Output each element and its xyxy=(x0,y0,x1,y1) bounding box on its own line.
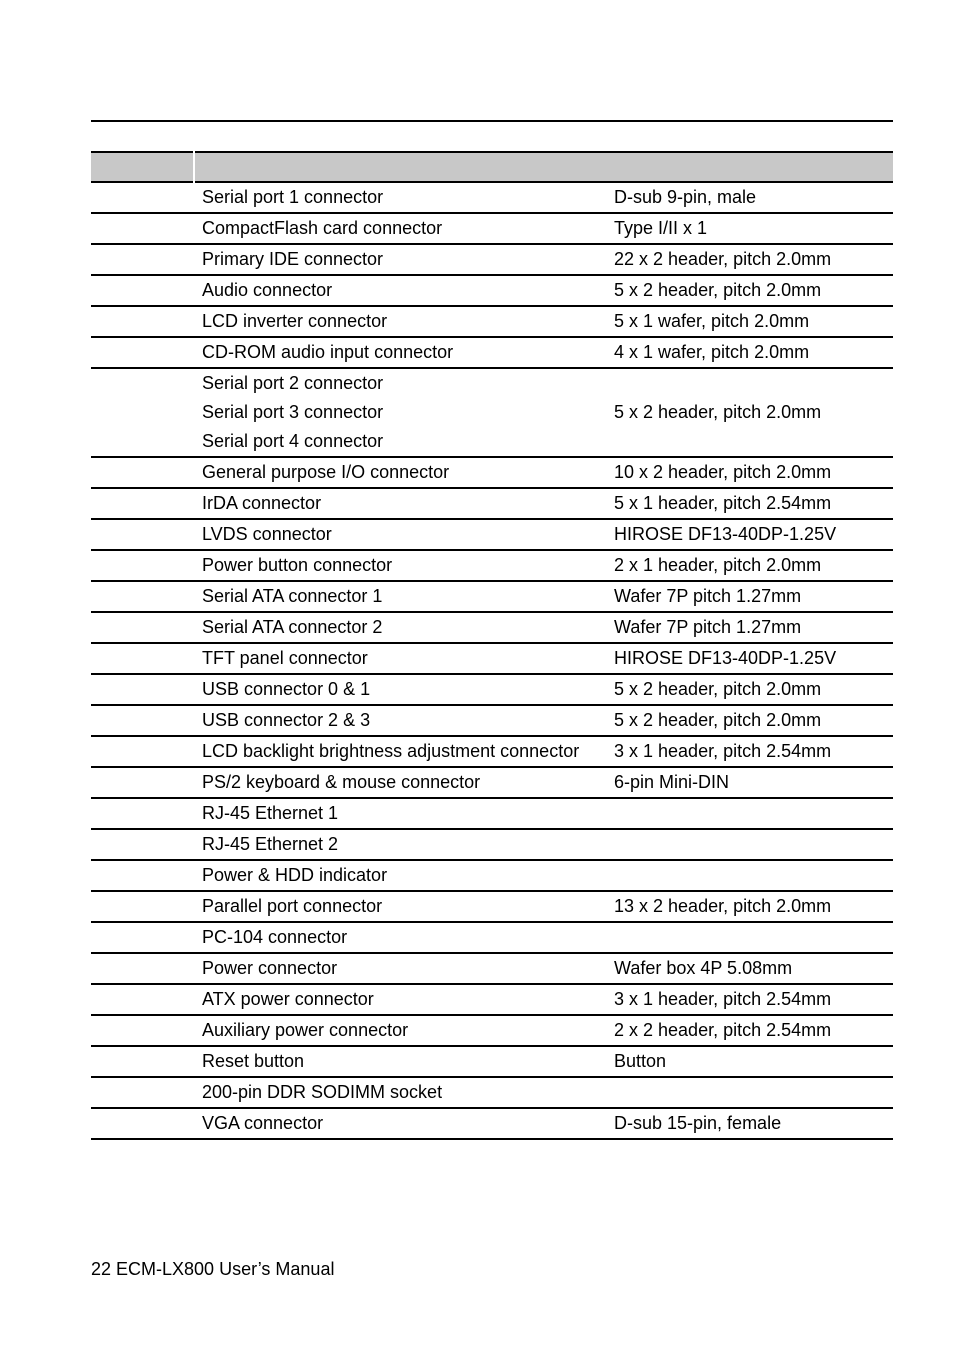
connector-label-cell xyxy=(91,705,194,736)
description-cell: LCD backlight brightness adjustment connector xyxy=(202,741,580,761)
connector-label-cell xyxy=(91,1046,194,1077)
description-cell: PS/2 keyboard & mouse connector xyxy=(202,772,481,792)
description-cell: CompactFlash card connector xyxy=(202,218,443,238)
connector-type-cell xyxy=(609,860,893,891)
connector-label-cell xyxy=(91,213,194,244)
connector-label-cell xyxy=(91,1077,194,1108)
description-cell: RJ-45 Ethernet 1 xyxy=(202,803,339,823)
description-cell: USB connector 0 & 1 xyxy=(202,679,371,699)
description-cell: 200-pin DDR SODIMM socket xyxy=(202,1082,443,1102)
connector-type-cell: HIROSE DF13-40DP-1.25V xyxy=(614,524,837,544)
connector-type-cell: HIROSE DF13-40DP-1.25V xyxy=(614,648,837,668)
connector-type-cell xyxy=(609,922,893,953)
description-cell: LCD inverter connector xyxy=(202,311,388,331)
connector-type-cell: D-sub 15-pin, female xyxy=(614,1113,782,1133)
table-row xyxy=(91,581,893,612)
table-row xyxy=(91,643,893,674)
connector-label-cell xyxy=(91,953,194,984)
table-row xyxy=(91,1015,893,1046)
connector-type-cell: 3 x 1 header, pitch 2.54mm xyxy=(614,741,832,761)
connector-type-cell: 5 x 1 header, pitch 2.54mm xyxy=(614,493,832,513)
connector-type-cell xyxy=(609,829,893,860)
connector-label-cell xyxy=(91,767,194,798)
connector-label-cell xyxy=(91,488,194,519)
table-row xyxy=(91,488,893,519)
connector-type-cell: 10 x 2 header, pitch 2.0mm xyxy=(614,462,832,482)
connector-type-cell: 5 x 2 header, pitch 2.0mm xyxy=(614,402,822,422)
connector-type-cell: 5 x 1 wafer, pitch 2.0mm xyxy=(614,311,810,331)
table-row xyxy=(91,457,893,488)
description-cell: LVDS connector xyxy=(202,524,332,544)
description-cell: TFT panel connector xyxy=(202,648,368,668)
description-cell: Reset button xyxy=(202,1051,305,1071)
table-row xyxy=(91,182,893,213)
table-row xyxy=(91,213,893,244)
connector-label-cell xyxy=(91,891,194,922)
connector-label-cell xyxy=(91,1015,194,1046)
description-line: Serial port 3 connector xyxy=(202,402,384,422)
connector-label-cell xyxy=(91,829,194,860)
connector-label-cell xyxy=(91,922,194,953)
table-row xyxy=(91,1046,893,1077)
connector-label-cell xyxy=(91,368,194,457)
table-row xyxy=(91,705,893,736)
top-rule xyxy=(91,120,893,122)
table-row xyxy=(91,798,893,829)
table-header xyxy=(91,152,893,182)
connector-label-cell xyxy=(91,244,194,275)
connector-type-cell: 5 x 2 header, pitch 2.0mm xyxy=(614,710,822,730)
description-cell: Power connector xyxy=(202,958,338,978)
connector-type-cell: Wafer box 4P 5.08mm xyxy=(614,958,793,978)
connector-label-cell xyxy=(91,674,194,705)
description-cell: IrDA connector xyxy=(202,493,322,513)
connector-type-cell: 4 x 1 wafer, pitch 2.0mm xyxy=(614,342,810,362)
description-cell: Power & HDD indicator xyxy=(202,865,388,885)
page-footer: 22 ECM-LX800 User’s Manual xyxy=(91,1259,335,1279)
connector-type-cell xyxy=(609,798,893,829)
description-cell: Primary IDE connector xyxy=(202,249,384,269)
connector-label-cell xyxy=(91,860,194,891)
header-cell-description xyxy=(194,152,893,182)
description-cell: Parallel port connector xyxy=(202,896,383,916)
table-row xyxy=(91,674,893,705)
table-body xyxy=(91,182,893,1139)
connector-label-cell xyxy=(91,519,194,550)
connector-label-cell xyxy=(91,457,194,488)
connector-label-cell xyxy=(91,306,194,337)
table-row xyxy=(91,337,893,368)
connector-type-cell: 6-pin Mini-DIN xyxy=(614,772,730,792)
connector-label-cell xyxy=(91,1108,194,1139)
connector-label-cell xyxy=(91,643,194,674)
table-row xyxy=(91,1108,893,1139)
connector-label-cell xyxy=(91,275,194,306)
table-row xyxy=(91,736,893,767)
table-row xyxy=(91,829,893,860)
description-cell: Power button connector xyxy=(202,555,393,575)
table-row xyxy=(91,612,893,643)
description-line: Serial port 2 connector xyxy=(202,373,384,393)
description-cell: Serial ATA connector 1 xyxy=(202,586,383,606)
connector-type-cell: 2 x 2 header, pitch 2.54mm xyxy=(614,1020,832,1040)
description-cell: USB connector 2 & 3 xyxy=(202,710,371,730)
connector-label-cell xyxy=(91,337,194,368)
description-cell: General purpose I/O connector xyxy=(202,462,450,482)
description-cell-group xyxy=(194,368,609,457)
table-row xyxy=(91,984,893,1015)
table-header-row xyxy=(91,152,893,182)
connector-type-cell: 2 x 1 header, pitch 2.0mm xyxy=(614,555,822,575)
description-cell: Audio connector xyxy=(202,280,333,300)
connector-type-cell: 3 x 1 header, pitch 2.54mm xyxy=(614,989,832,1009)
connector-type-cell: 5 x 2 header, pitch 2.0mm xyxy=(614,679,822,699)
table-row xyxy=(91,922,893,953)
connector-type-cell: 5 x 2 header, pitch 2.0mm xyxy=(614,280,822,300)
connector-table xyxy=(91,151,893,1140)
description-cell: Serial port 1 connector xyxy=(202,187,384,207)
connector-label-cell xyxy=(91,798,194,829)
description-cell: VGA connector xyxy=(202,1113,324,1133)
description-cell: RJ-45 Ethernet 2 xyxy=(202,834,339,854)
table-row xyxy=(91,519,893,550)
connector-type-cell: Type I/II x 1 xyxy=(614,218,708,238)
description-cell: Auxiliary power connector xyxy=(202,1020,409,1040)
table-row xyxy=(91,550,893,581)
connector-type-cell xyxy=(609,1077,893,1108)
description-cell: CD-ROM audio input connector xyxy=(202,342,454,362)
connector-label-cell xyxy=(91,612,194,643)
connector-label-cell xyxy=(91,984,194,1015)
connector-label-cell xyxy=(91,581,194,612)
connector-label-cell xyxy=(91,736,194,767)
connector-type-cell: D-sub 9-pin, male xyxy=(614,187,757,207)
connector-type-cell: Button xyxy=(614,1051,667,1071)
table-row xyxy=(91,1077,893,1108)
description-line: Serial port 4 connector xyxy=(202,431,384,451)
table-row xyxy=(91,368,893,457)
connector-type-cell: 13 x 2 header, pitch 2.0mm xyxy=(614,896,832,916)
description-cell: Serial ATA connector 2 xyxy=(202,617,383,637)
description-cell: ATX power connector xyxy=(202,989,374,1009)
table-row xyxy=(91,860,893,891)
table-row xyxy=(91,767,893,798)
connector-label-cell xyxy=(91,182,194,213)
description-cell: PC-104 connector xyxy=(202,927,348,947)
table-row xyxy=(91,275,893,306)
connector-label-cell xyxy=(91,550,194,581)
table-row xyxy=(91,306,893,337)
table-row xyxy=(91,953,893,984)
connector-type-cell: Wafer 7P pitch 1.27mm xyxy=(614,586,802,606)
table-row xyxy=(91,244,893,275)
connector-type-cell: Wafer 7P pitch 1.27mm xyxy=(614,617,802,637)
table-row xyxy=(91,891,893,922)
header-cell-label xyxy=(91,152,194,182)
connector-type-cell: 22 x 2 header, pitch 2.0mm xyxy=(614,249,832,269)
